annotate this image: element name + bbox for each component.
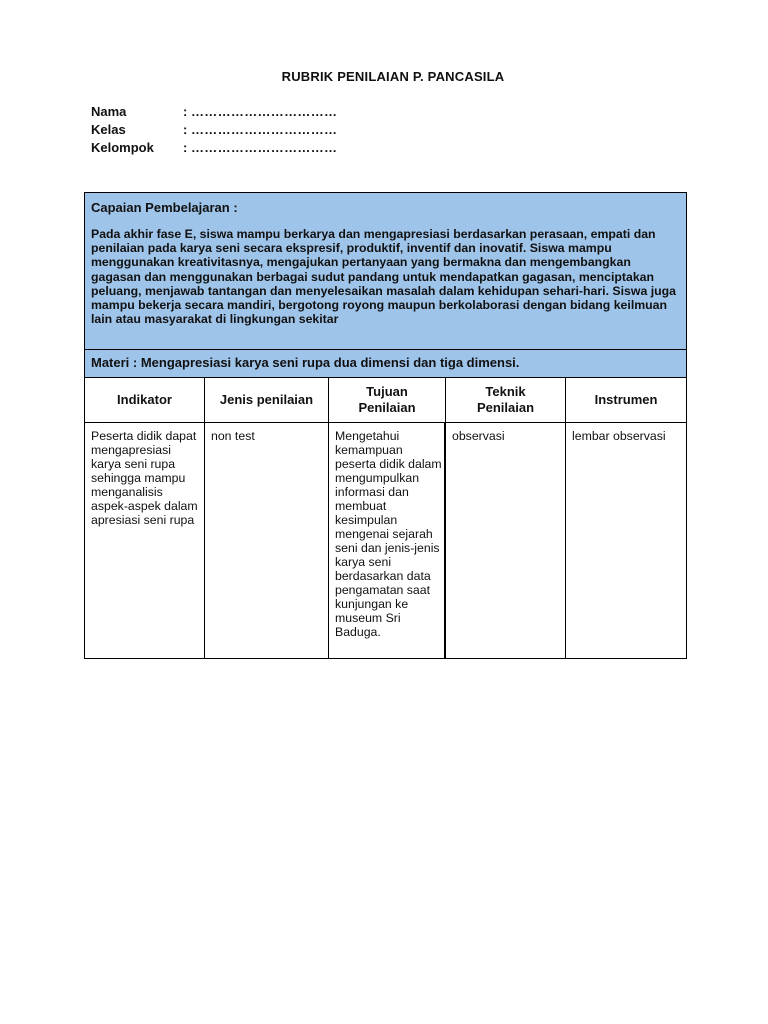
capaian-body: Pada akhir fase E, siswa mampu berkarya dan mengapresiasi berdasarkan perasaan, empati dan penilaian pada karya seni secara ekspresif, produktif, inventif dan inovatif. Siswa mampu menggunakan kreativitasnya, mengajukan pertanyaan yang bermakna dan mengembangkan gagasan dan menggunakan berbagai sudut pandang untuk mendapatkan gagasan, menciptakan peluang, menjawab tantangan dan menyelesaikan masalah dalam kehidupan sehari-hari. Siswa juga mampu bekerja secara mandiri, bergotong royong maupun berkolaborasi dengan bidang keilmuan lain atau masyarakat di lingkungan sekitar [91, 227, 676, 327]
kelompok-blank: …………………………… [191, 140, 338, 155]
kelompok-label: Kelompok [91, 140, 154, 155]
capaian-pembelajaran-box [85, 193, 686, 350]
student-identity-block [91, 103, 337, 157]
identity-row-nama [91, 103, 337, 121]
document-title: RUBRIK PENILAIAN P. PANCASILA [281, 69, 505, 84]
assessment-grid [85, 378, 686, 658]
nama-label: Nama [91, 104, 127, 119]
kelompok-separator: : [183, 140, 188, 155]
cell-jenis-penilaian: non test [205, 423, 329, 658]
header-indikator: Indikator [85, 378, 205, 423]
header-teknik-penilaian [446, 378, 566, 423]
rubric-table [84, 192, 687, 659]
identity-row-kelompok [91, 139, 337, 157]
kelas-label: Kelas [91, 122, 126, 137]
identity-row-kelas [91, 121, 337, 139]
nama-blank: …………………………… [191, 104, 338, 119]
header-instrumen: Instrumen [566, 378, 686, 423]
header-tujuan-text: Tujuan Penilaian [358, 384, 416, 415]
cell-instrumen: lembar observasi [572, 429, 666, 443]
cell-indikator [85, 423, 205, 658]
cell-tujuan-penilaian [329, 423, 446, 658]
cell-teknik-penilaian: observasi [446, 423, 566, 658]
header-tujuan-penilaian [329, 378, 446, 423]
kelas-blank: …………………………… [191, 122, 338, 137]
capaian-heading: Capaian Pembelajaran : [91, 200, 238, 215]
materi-row: Materi : Mengapresiasi karya seni rupa dua dimensi dan tiga dimensi. [85, 350, 686, 378]
header-jenis-penilaian: Jenis penilaian [205, 378, 329, 423]
cell-indikator-text: Peserta didik dapat mengapresiasi karya seni rupa sehingga mampu menganalisis aspek-aspek dalam apresiasi seni rupa [91, 429, 198, 527]
header-teknik-text: Teknik Penilaian [476, 384, 535, 415]
kelas-separator: : [183, 122, 188, 137]
nama-separator: : [183, 104, 188, 119]
cell-tujuan-text: Mengetahui kemampuan peserta didik dalam mengumpulkan informasi dan membuat kesimpulan mengenai sejarah seni dan jenis-jenis karya seni berdasarkan data pengamatan saat kunjungan ke museum Sri Baduga. [335, 429, 442, 639]
